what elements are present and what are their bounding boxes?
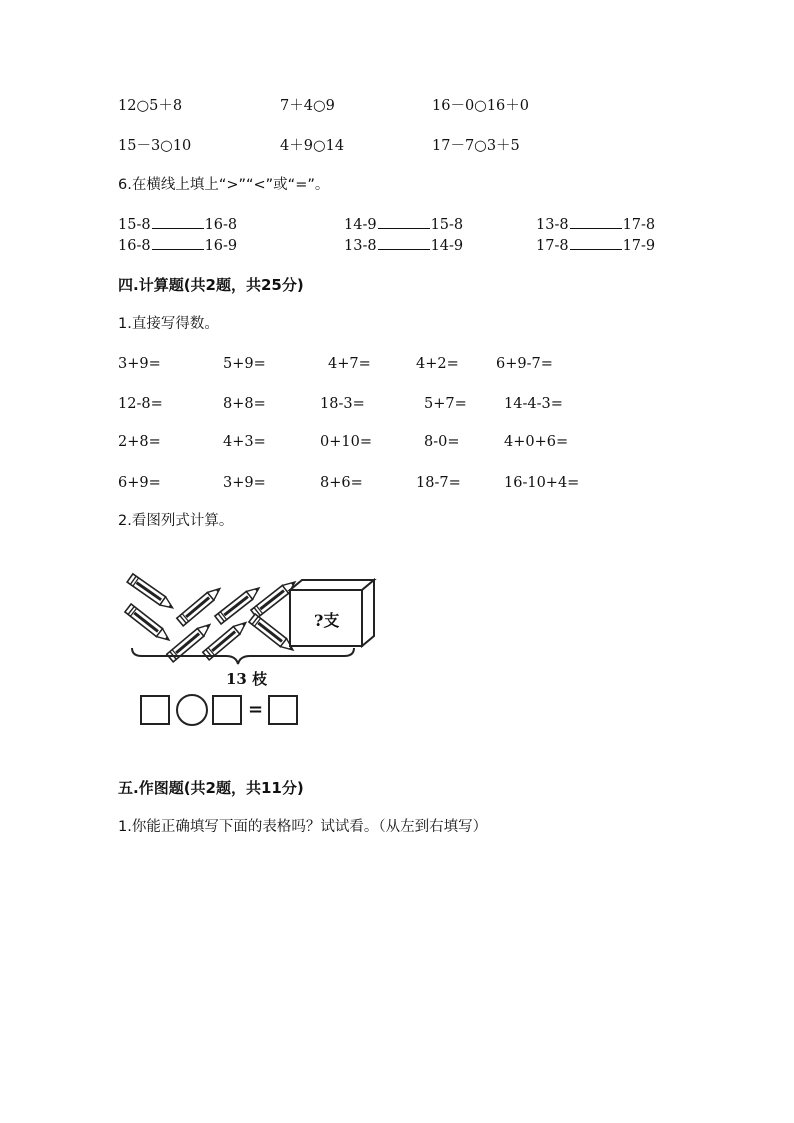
pencils-illustration bbox=[118, 570, 388, 670]
s5-q1-prompt: 1.你能正确填写下面的表格吗？试试看。（从左到右填写） bbox=[118, 819, 488, 835]
q6-left: 13-8 bbox=[536, 217, 569, 233]
calc-1-3: 4+7= bbox=[328, 356, 371, 372]
pencil-figure bbox=[118, 570, 388, 735]
answer-square[interactable] bbox=[268, 695, 298, 725]
q6-item-1-2 bbox=[344, 215, 463, 234]
calc-4-3: 8+6= bbox=[320, 475, 363, 491]
q6-left: 14-9 bbox=[344, 217, 377, 233]
pencil-icon bbox=[177, 585, 223, 626]
calc-2-1: 12-8= bbox=[118, 396, 163, 412]
calc-3-5: 4+0+6= bbox=[504, 434, 569, 450]
section-4-title: 四.计算题(共2题，共25分) bbox=[118, 276, 304, 294]
answer-square[interactable] bbox=[212, 695, 242, 725]
q6-right: 16-9 bbox=[204, 238, 238, 254]
compare-1-3: 16－0○16＋0 bbox=[432, 98, 530, 114]
section-5-title: 五.作图题(共2题，共11分) bbox=[118, 779, 304, 797]
compare-1-2: 7＋4○9 bbox=[280, 98, 335, 114]
calc-1-5: 6+9-7= bbox=[496, 356, 553, 372]
q6-left: 17-8 bbox=[536, 238, 569, 254]
q6-item-1-1 bbox=[118, 215, 237, 234]
compare-2-1: 15－3○10 bbox=[118, 138, 192, 154]
q6-right: 17-8 bbox=[622, 217, 656, 233]
equals-sign: = bbox=[248, 699, 264, 720]
calc-3-2: 4+3= bbox=[223, 434, 266, 450]
calc-2-2: 8+8= bbox=[223, 396, 266, 412]
calc-3-1: 2+8= bbox=[118, 434, 161, 450]
calc-4-1: 6+9= bbox=[118, 475, 161, 491]
q6-left: 16-8 bbox=[118, 238, 151, 254]
calc-2-3: 18-3= bbox=[320, 396, 365, 412]
total-label: 13 枝 bbox=[226, 670, 268, 688]
q6-right: 17-9 bbox=[622, 238, 656, 254]
q6-right: 14-9 bbox=[430, 238, 464, 254]
q6-right: 16-8 bbox=[204, 217, 238, 233]
answer-blank[interactable] bbox=[378, 236, 430, 250]
q6-item-2-1 bbox=[118, 236, 237, 255]
q6-item-2-2 bbox=[344, 236, 463, 255]
answer-blank[interactable] bbox=[570, 215, 622, 229]
answer-circle[interactable] bbox=[176, 694, 208, 726]
q6-left: 15-8 bbox=[118, 217, 151, 233]
q6-left: 13-8 bbox=[344, 238, 377, 254]
answer-square[interactable] bbox=[140, 695, 170, 725]
calc-3-3: 0+10= bbox=[320, 434, 372, 450]
q6-prompt: 6.在横线上填上“>”“<”或“=”。 bbox=[118, 177, 330, 193]
calc-1-2: 5+9= bbox=[223, 356, 266, 372]
answer-blank[interactable] bbox=[152, 236, 204, 250]
compare-1-1: 12○5＋8 bbox=[118, 98, 183, 114]
answer-blank[interactable] bbox=[378, 215, 430, 229]
s4-q2-prompt: 2.看图列式计算。 bbox=[118, 513, 234, 529]
calc-2-5: 14-4-3= bbox=[504, 396, 563, 412]
calc-3-4: 8-0= bbox=[424, 434, 460, 450]
compare-2-2: 4＋9○14 bbox=[280, 138, 345, 154]
calc-2-4: 5+7= bbox=[424, 396, 467, 412]
pencil-icon bbox=[249, 614, 296, 654]
calc-4-4: 18-7= bbox=[416, 475, 461, 491]
calc-1-4: 4+2= bbox=[416, 356, 459, 372]
compare-2-3: 17－7○3＋5 bbox=[432, 138, 520, 154]
calc-1-1: 3+9= bbox=[118, 356, 161, 372]
calc-4-2: 3+9= bbox=[223, 475, 266, 491]
s4-q1-prompt: 1.直接写得数。 bbox=[118, 316, 219, 332]
brace bbox=[132, 648, 354, 664]
calc-4-5: 16-10+4= bbox=[504, 475, 580, 491]
pencil-icon bbox=[125, 604, 172, 644]
q6-item-1-3 bbox=[536, 215, 655, 234]
q6-item-2-3 bbox=[536, 236, 655, 255]
answer-blank[interactable] bbox=[570, 236, 622, 250]
box-label: ?支 bbox=[314, 611, 340, 630]
q6-right: 15-8 bbox=[430, 217, 464, 233]
answer-blank[interactable] bbox=[152, 215, 204, 229]
